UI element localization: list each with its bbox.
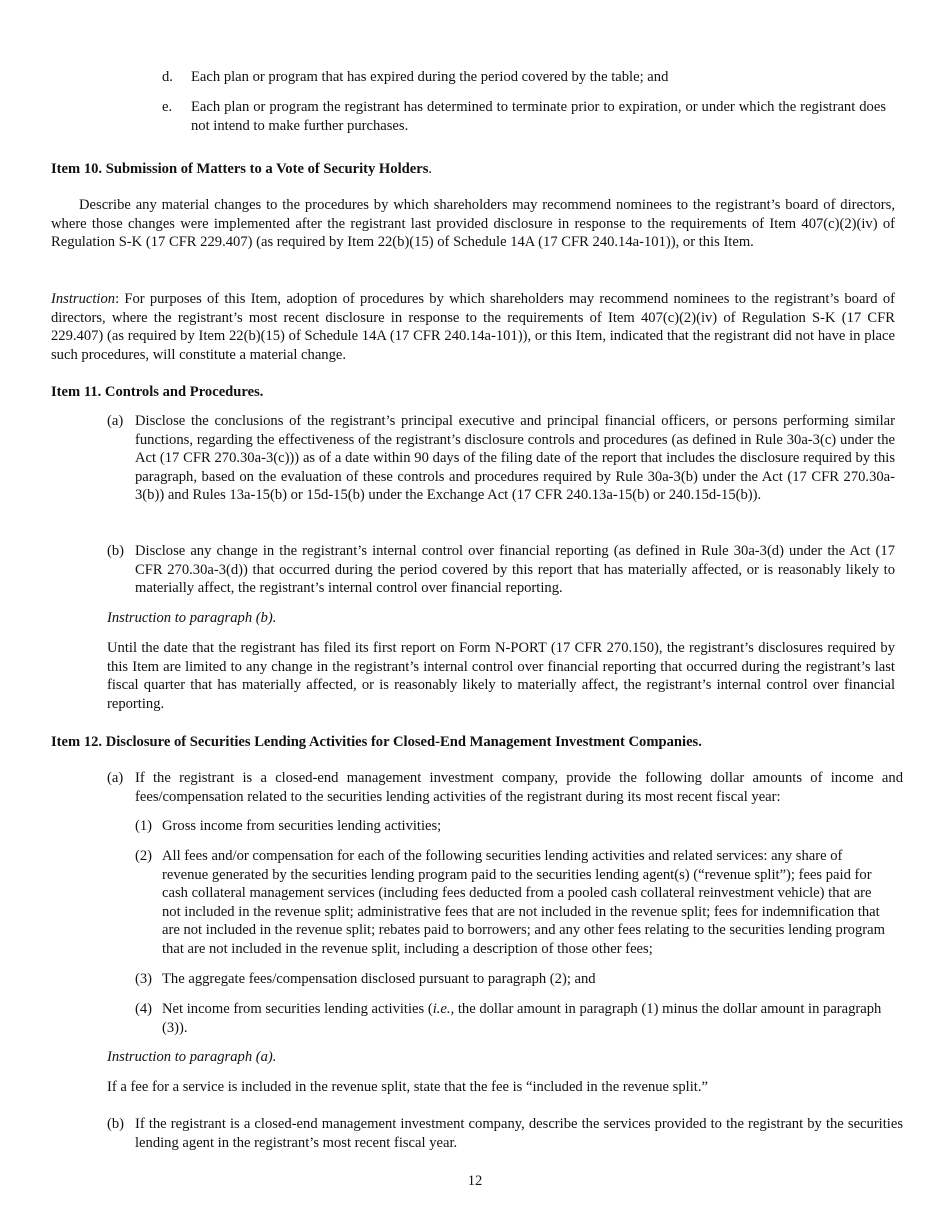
para-label: (a) bbox=[107, 770, 124, 786]
item-12-sub-4 bbox=[135, 1000, 891, 1037]
page-number: 12 bbox=[467, 1173, 483, 1189]
list-text: Each plan or program the registrant has determined to terminate prior to expiration, or under which the registrant does not intend to make further purchases. bbox=[191, 99, 886, 134]
item-10-heading-text: Item 10. Submission of Matters to a Vote of Security Holders bbox=[51, 161, 429, 177]
sub-4-ie: i.e. bbox=[432, 1001, 451, 1017]
item-10-body: Describe any material changes to the procedures by which shareholders may recommend nominees to the registrant’s board of directors, where those changes were implemented after the registrant last provided disclosure in response to the requirements of Item 407(c)(2)(iv) of Regulation S-K (17 CFR 229.407) (as required by Item 22(b)(15) of Schedule 14A (17 CFR 240.14a-101)), or this Item. bbox=[51, 197, 895, 251]
item-11-instruction-heading: Instruction to paragraph (b). bbox=[107, 610, 277, 626]
sub-4-text-pre: Net income from securities lending activities ( bbox=[162, 1001, 433, 1017]
para-text: Disclose any change in the registrant’s internal control over financial reporting (as defined in Rule 30a-3(d) under the Act (17 CFR 270.30a-3(d)) that occurred during the period covered by this report that has materially affected, or is reasonably likely to materially affect, the registrant’s internal control over financial reporting. bbox=[135, 543, 895, 597]
list-item-e bbox=[162, 98, 886, 135]
item-11-para-a bbox=[107, 412, 895, 505]
para-text: If the registrant is a closed-end management investment company, describe the services provided to the registrant by the securities lending agent in the registrant’s most recent fiscal year. bbox=[135, 1116, 903, 1151]
sub-text: All fees and/or compensation for each of the following securities lending activities and related services: any share of revenue generated by the securities lending program paid to the securities lending agent(s) (“revenue split”); fees paid for cash collateral management services (including fees deducted from a pooled cash collateral reinvestment vehicle) that are not included in the revenue split; administrative fees that are not included in the revenue split; fees for indemnification that are not included in the revenue split; rebates paid to borrowers; and any other fees relating to the securities lending program that are not included in the revenue split, including a description of those other fees; bbox=[162, 848, 885, 957]
item-11-para-b bbox=[107, 542, 895, 598]
item-11-heading: Item 11. Controls and Procedures. bbox=[51, 384, 264, 400]
sub-text: The aggregate fees/compensation disclosed pursuant to paragraph (2); and bbox=[162, 971, 596, 987]
list-label: e. bbox=[162, 99, 173, 115]
item-10-heading-period: . bbox=[428, 161, 433, 177]
instruction-text: : For purposes of this Item, adoption of procedures by which shareholders may recommend nominees to the registrant’s board of directors, where the registrant’s most recent disclosure in response to the requirements of Item 407(c)(2)(iv) of Regulation S-K (17 CFR 229.407) (as required by Item 22(b)(15) of Schedule 14A (17 CFR 240.14a-101)), or this Item, indicated that the registrant did not have in place such procedures, will constitute a material change. bbox=[51, 291, 895, 363]
item-12-heading: Item 12. Disclosure of Securities Lending Activities for Closed-End Management Investment Companies. bbox=[51, 734, 702, 750]
sub-label: (2) bbox=[135, 848, 153, 864]
sub-text bbox=[162, 1000, 891, 1037]
list-item-d bbox=[162, 68, 886, 87]
item-12-instruction-heading: Instruction to paragraph (a). bbox=[107, 1049, 277, 1065]
para-label: (b) bbox=[107, 1116, 125, 1132]
para-label: (a) bbox=[107, 413, 124, 429]
sub-label: (1) bbox=[135, 818, 153, 834]
item-12-sub-1 bbox=[135, 817, 891, 836]
item-11-instruction-text: Until the date that the registrant has filed its first report on Form N-PORT (17 CFR 270.150), the registrant’s disclosures required by this Item are limited to any change in the registrant’s internal control over financial reporting that occurred during the registrant’s last fiscal quarter that has materially affected, or is reasonably likely to materially affect, the registrant’s internal control over financial reporting. bbox=[107, 640, 895, 712]
item-10-heading bbox=[51, 160, 911, 179]
sub-text: Gross income from securities lending activities; bbox=[162, 818, 442, 834]
sub-label: (3) bbox=[135, 971, 153, 987]
list-text: Each plan or program that has expired during the period covered by the table; and bbox=[191, 69, 669, 85]
para-text: If the registrant is a closed-end management investment company, provide the following dollar amounts of income and fees/compensation related to the securities lending activities of the registrant during its most recent fiscal year: bbox=[135, 770, 903, 805]
item-12-sub-2 bbox=[135, 847, 891, 959]
item-10-instruction bbox=[51, 290, 895, 364]
instruction-label: Instruction bbox=[51, 291, 116, 307]
item-12-instruction-text: If a fee for a service is included in the revenue split, state that the fee is “included in the revenue split.” bbox=[107, 1079, 708, 1095]
para-text: Disclose the conclusions of the registrant’s principal executive and principal financial officers, or persons performing similar functions, regarding the effectiveness of the registrant’s disclosure controls and procedures (as defined in Rule 30a-3(c) under the Act (17 CFR 270.30a-3(c))) as of a date within 90 days of the filing date of the report that includes the disclosure required by this paragraph, based on the evaluation of these controls and procedures required by Rule 30a-3(b) under the Act (17 CFR 270.30a-3(b)) and Rules 13a-15(b) or 15d-15(b) under the Exchange Act (17 CFR 240.13a-15(b) or 240.15d-15(b)). bbox=[135, 413, 895, 504]
item-12-sub-3 bbox=[135, 970, 891, 989]
sub-4-text-post: , the dollar amount in paragraph (1) minus the dollar amount in paragraph (3)). bbox=[162, 1001, 882, 1036]
sub-label: (4) bbox=[135, 1001, 153, 1017]
list-label: d. bbox=[162, 69, 173, 85]
para-label: (b) bbox=[107, 543, 125, 559]
item-12-para-a bbox=[107, 769, 903, 806]
item-12-para-b bbox=[107, 1115, 903, 1152]
